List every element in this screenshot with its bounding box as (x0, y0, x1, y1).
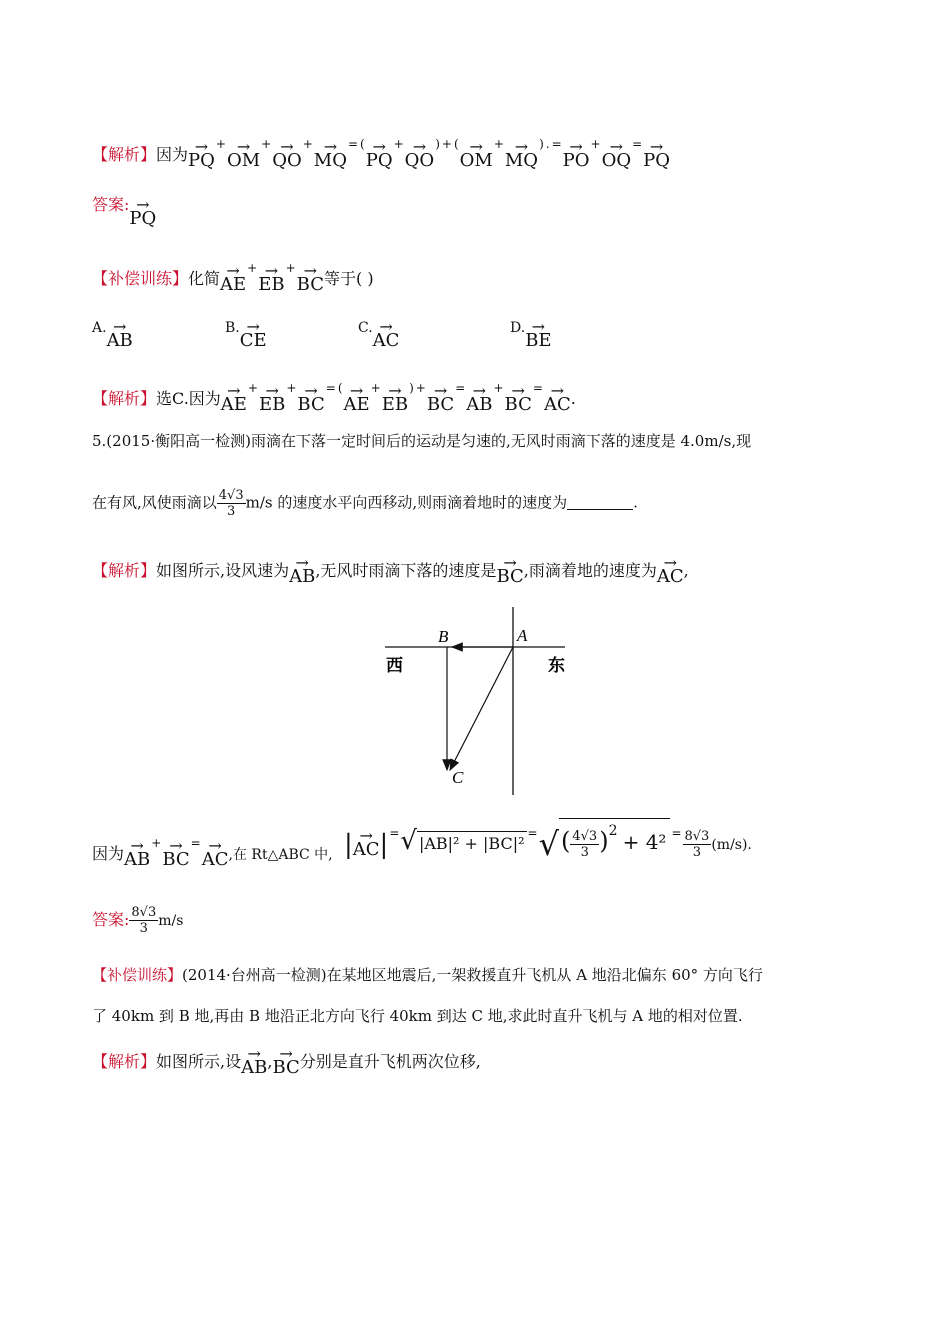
vector: → AB (124, 839, 150, 869)
vector: → QO (272, 140, 302, 170)
vector: → BC (272, 1047, 299, 1077)
answer5: 答案: $\frac{8√3}{3}$ m/s (92, 905, 184, 936)
vector: → QO (405, 140, 435, 170)
vector: → AB (289, 556, 315, 586)
label-east: 东 (548, 656, 565, 675)
vector: → EB (259, 384, 285, 414)
vector: → PO (563, 140, 590, 170)
option-a: A.→ AB (92, 318, 133, 350)
vector: → AC (373, 320, 400, 350)
vector: → AB (466, 384, 492, 414)
prev-answer (92, 195, 156, 228)
vector: → MQ (314, 140, 347, 170)
fraction: $\frac{4√3}{3}$ (572, 829, 598, 860)
vector: → AC (202, 839, 229, 869)
label-c: C (452, 768, 464, 787)
drill2-line1: 【补偿训练】(2014·台州高一检测)在某地区地震后,一架救援直升飞机从 A 地沿北偏东 60° 方向飞行 (92, 966, 763, 984)
vector: → BC (297, 384, 324, 414)
problem5-analysis: 【解析】如图所示,设风速为→ AB,无风时雨滴下落的速度是→ BC,雨滴着地的速度为→ AC, (92, 556, 689, 586)
analysis-tag: 【解析】 (92, 145, 157, 164)
vector: → BC (505, 384, 532, 414)
vector: → AE (221, 384, 247, 414)
option-d: D.→ BE (510, 318, 552, 350)
vector: → EB (382, 384, 408, 414)
fraction: $\frac{4√3}{3}$ (218, 488, 244, 519)
vector: → AE (344, 384, 370, 414)
magnitude-formula: |→ AC|=√ |AB|² + |BC|²=√( $\frac{4√3}{3}$ )2 + 4² = $\frac{8√3}{3}$ (m/s). (344, 818, 752, 878)
vector: → PQ (188, 140, 215, 170)
fraction: $\frac{8√3}{3}$ (684, 829, 710, 860)
vector: → AC (544, 384, 571, 414)
problem5-line1: 5.(2015·衡阳高一检测)雨滴在下落一定时间后的运动是匀速的,无风时雨滴下落的速度是 4.0m/s,现 (92, 432, 752, 450)
vector: → BC (496, 556, 523, 586)
vector: → OM (227, 140, 260, 170)
velocity-diagram (380, 605, 580, 800)
vector: → AE (220, 264, 246, 294)
vector: → OQ (602, 140, 632, 170)
vector: → AC (353, 829, 380, 859)
answer-blank (567, 495, 633, 510)
vector: → BC (427, 384, 454, 414)
analysis-tag: 【解析】 (92, 1052, 157, 1071)
vector: → PQ (129, 198, 156, 228)
label-west: 西 (386, 656, 403, 675)
vector: → PQ (366, 140, 393, 170)
vector: → AC (657, 556, 684, 586)
answer-label: 答案: (92, 195, 130, 214)
drill-tag: 【补偿训练】 (92, 966, 183, 984)
drill1-question: 【补偿训练】化简→ AE+→ EB+→ BC等于( ) (92, 258, 374, 294)
drill2-analysis: 【解析】如图所示,设→ AB,→ BC分别是直升飞机两次位移, (92, 1047, 481, 1077)
vector-ac (450, 647, 513, 770)
problem5-line2: 在有风,风使雨滴以 $\frac{4√3}{3}$ m/s 的速度水平向西移动,则雨滴着地时的速度为 . (92, 488, 638, 519)
analysis-tag: 【解析】 (92, 389, 157, 408)
vector: → AB (107, 320, 133, 350)
vector: → BC (162, 839, 189, 869)
vector: → MQ (505, 140, 538, 170)
label-b: B (438, 627, 449, 646)
vector: → OM (460, 140, 493, 170)
label-a: A (517, 626, 528, 645)
vector: → CE (240, 320, 267, 350)
fraction: $\frac{8√3}{3}$ (131, 905, 157, 936)
prev-analysis-line: 【解析】因为→ PQ+→ OM+→ QO+→ MQ= (→ PQ+→ QO) + (→ OM+→ MQ) . =→ PO+→ OQ=→ PQ (92, 134, 670, 170)
vector: → BC (297, 264, 324, 294)
analysis-tag: 【解析】 (92, 561, 157, 580)
calc-line: 因为→ AB+→ BC=→ AC,在 Rt△ABC 中, (92, 833, 333, 869)
vector: → AB (241, 1047, 267, 1077)
drill-tag: 【补偿训练】 (92, 269, 189, 288)
option-c: C.→ AC (358, 318, 399, 350)
option-b: B.→ CE (225, 318, 267, 350)
drill2-line2: 了 40km 到 B 地,再由 B 地沿正北方向飞行 40km 到达 C 地,求此时直升飞机与 A 地的相对位置. (92, 1007, 743, 1025)
vector: → EB (258, 264, 284, 294)
vector: → PQ (643, 140, 670, 170)
vector: → BE (525, 320, 551, 350)
drill1-analysis: 【解析】选C.因为→ AE+→ EB+→ BC= (→ AE+→ EB) +→ BC=→ AB+→ BC=→ AC. (92, 378, 576, 414)
